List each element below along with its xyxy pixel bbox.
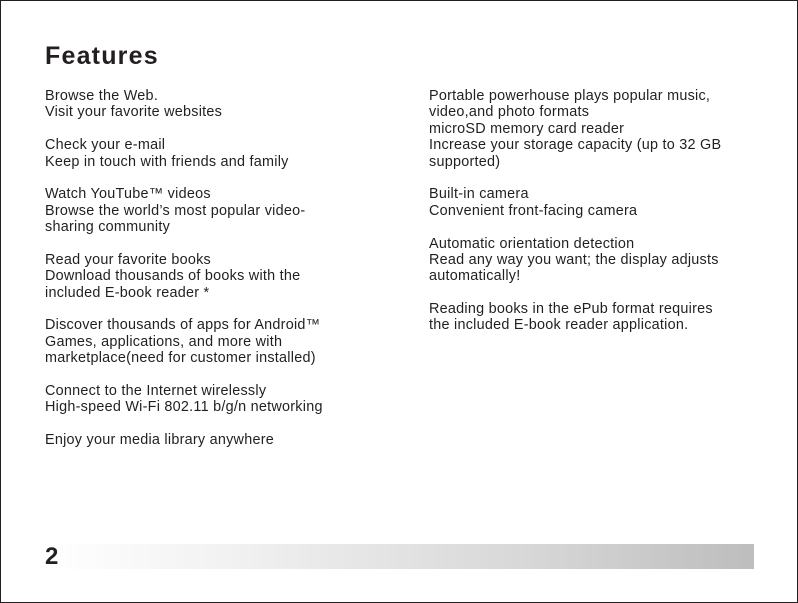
- feature-text: Download thousands of books with the: [45, 268, 301, 285]
- spacer: [429, 285, 759, 301]
- feature-text: High-speed Wi-Fi 802.11 b/g/n networking: [45, 399, 323, 416]
- spacer: [45, 416, 375, 432]
- feature-text: sharing community: [45, 219, 171, 236]
- spacer: [429, 170, 759, 186]
- right-column: [429, 88, 759, 334]
- feature-text: Increase your storage capacity (up to 32 GB: [429, 137, 722, 154]
- footer-gradient-bar: [45, 544, 754, 569]
- feature-web: [45, 88, 375, 121]
- left-column: [45, 88, 375, 449]
- feature-media: [45, 432, 375, 448]
- feature-books: [45, 252, 375, 301]
- feature-text: microSD memory card reader: [429, 120, 625, 137]
- feature-heading: Connect to the Internet wirelessly: [45, 383, 267, 400]
- spacer: [45, 301, 375, 317]
- spacer: [45, 170, 375, 186]
- spacer: [45, 367, 375, 383]
- spacer: [429, 219, 759, 235]
- feature-heading: Read your favorite books: [45, 251, 211, 268]
- feature-text: automatically!: [429, 268, 521, 285]
- feature-text: the included E-book reader application.: [429, 317, 689, 334]
- feature-text: Reading books in the ePub format requires: [429, 301, 713, 318]
- feature-text: Convenient front-facing camera: [429, 202, 638, 219]
- feature-heading: Built-in camera: [429, 186, 529, 203]
- feature-heading: Browse the Web.: [45, 88, 159, 104]
- feature-heading: Watch YouTube™ videos: [45, 186, 211, 203]
- feature-wifi: [45, 383, 375, 416]
- feature-text: Keep in touch with friends and family: [45, 153, 289, 170]
- feature-email: [45, 137, 375, 170]
- feature-heading: Enjoy your media library anywhere: [45, 432, 275, 449]
- feature-text: Portable powerhouse plays popular music,: [429, 88, 711, 104]
- feature-heading: Check your e-mail: [45, 137, 166, 154]
- spacer: [45, 121, 375, 137]
- feature-heading: Discover thousands of apps for Android™: [45, 317, 321, 334]
- feature-text: marketplace(need for customer installed): [45, 350, 316, 367]
- spacer: [45, 236, 375, 252]
- feature-text: video,and photo formats: [429, 104, 590, 121]
- feature-text: included E-book reader *: [45, 284, 210, 301]
- feature-text: Games, applications, and more with: [45, 333, 283, 350]
- feature-text: Visit your favorite websites: [45, 104, 223, 121]
- page-title: Features: [45, 42, 159, 70]
- feature-apps: [45, 317, 375, 366]
- feature-orientation: [429, 236, 759, 285]
- feature-epub-note: [429, 301, 759, 334]
- feature-text: Read any way you want; the display adjusts: [429, 251, 719, 268]
- feature-heading: Automatic orientation detection: [429, 235, 635, 252]
- feature-camera: [429, 186, 759, 219]
- page-number: 2: [45, 543, 59, 570]
- feature-text: Browse the world’s most popular video-: [45, 202, 306, 219]
- feature-media-formats: [429, 88, 759, 170]
- feature-text: supported): [429, 153, 501, 170]
- feature-youtube: [45, 186, 375, 235]
